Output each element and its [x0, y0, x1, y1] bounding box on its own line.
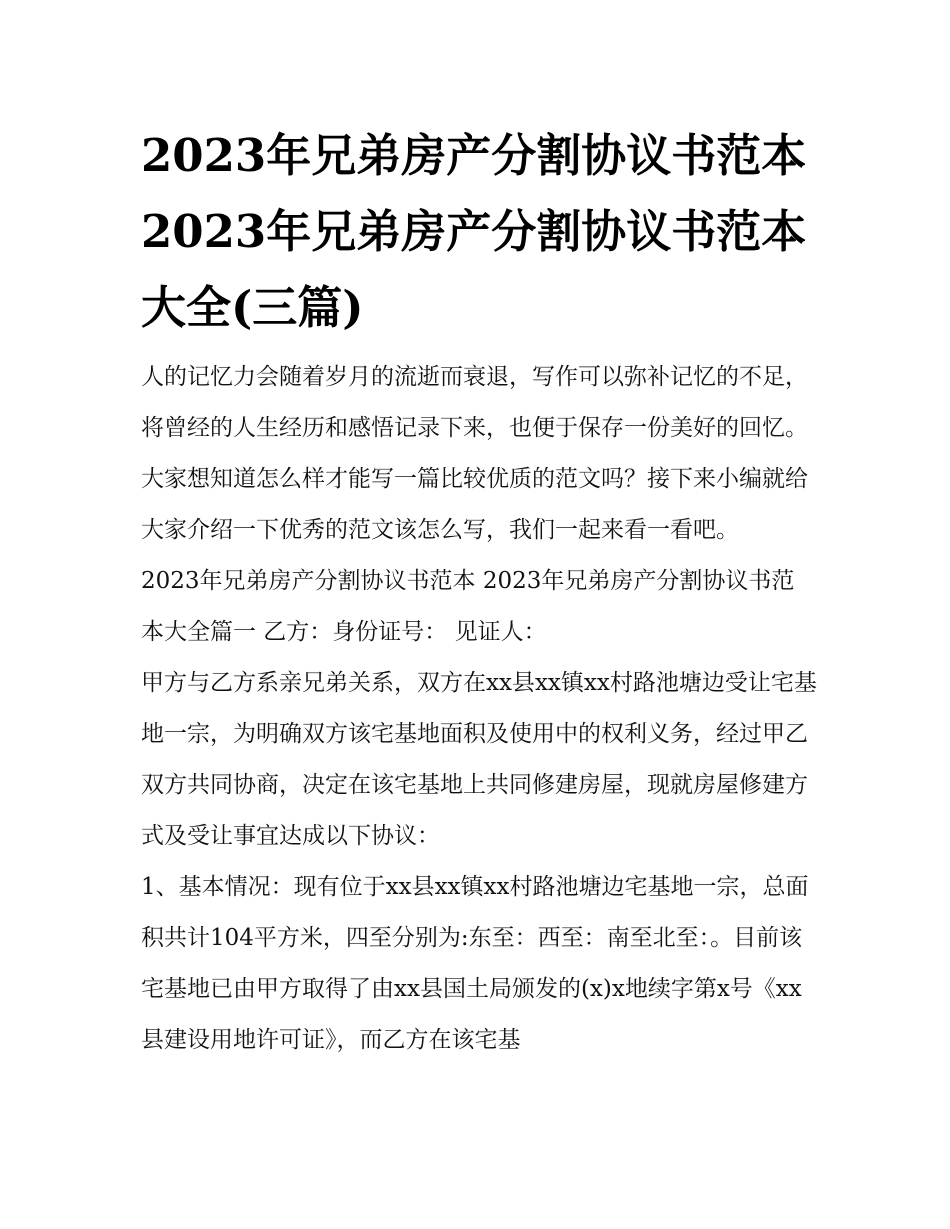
paragraph-intro: 人的记忆力会随着岁月的流逝而衰退，写作可以弥补记忆的不足，将曾经的人生经历和感悟记录下来，也便于保存一份美好的回忆。大家想知道怎么样才能写一篇比较优质的范文吗？接下来小编就给大家介绍一下优秀的范文该怎么写，我们一起来看一看吧。 [141, 364, 808, 543]
paragraph-relationship: 甲方与乙方系亲兄弟关系，双方在xx县xx镇xx村路池塘边受让宅基地一宗，为明确双方该宅基地面积及使用中的权利义务，经过甲乙双方共同协商，决定在该宅基地上共同修建房屋，现就房屋修建方式及受让事宜达成以下协议： [141, 670, 817, 849]
paragraph-basic-info: 1、基本情况：现有位于xx县xx镇xx村路池塘边宅基地一宗，总面积共计104平方米，四至分别为:东至：西至：南至北至：。目前该宅基地已由甲方取得了由xx县国土局颁发的(x)x地续字第x号《xx县建设用地许可证》，而乙方在该宅基 [141, 874, 809, 1053]
document-title: 2023年兄弟房产分割协议书范本 2023年兄弟房产分割协议书范本大全(三篇) [141, 129, 807, 334]
paragraph-heading-line: 2023年兄弟房产分割协议书范本 2023年兄弟房产分割协议书范本大全篇一 乙方：身份证号： 见证人： [141, 568, 795, 645]
document-body [141, 118, 817, 1066]
